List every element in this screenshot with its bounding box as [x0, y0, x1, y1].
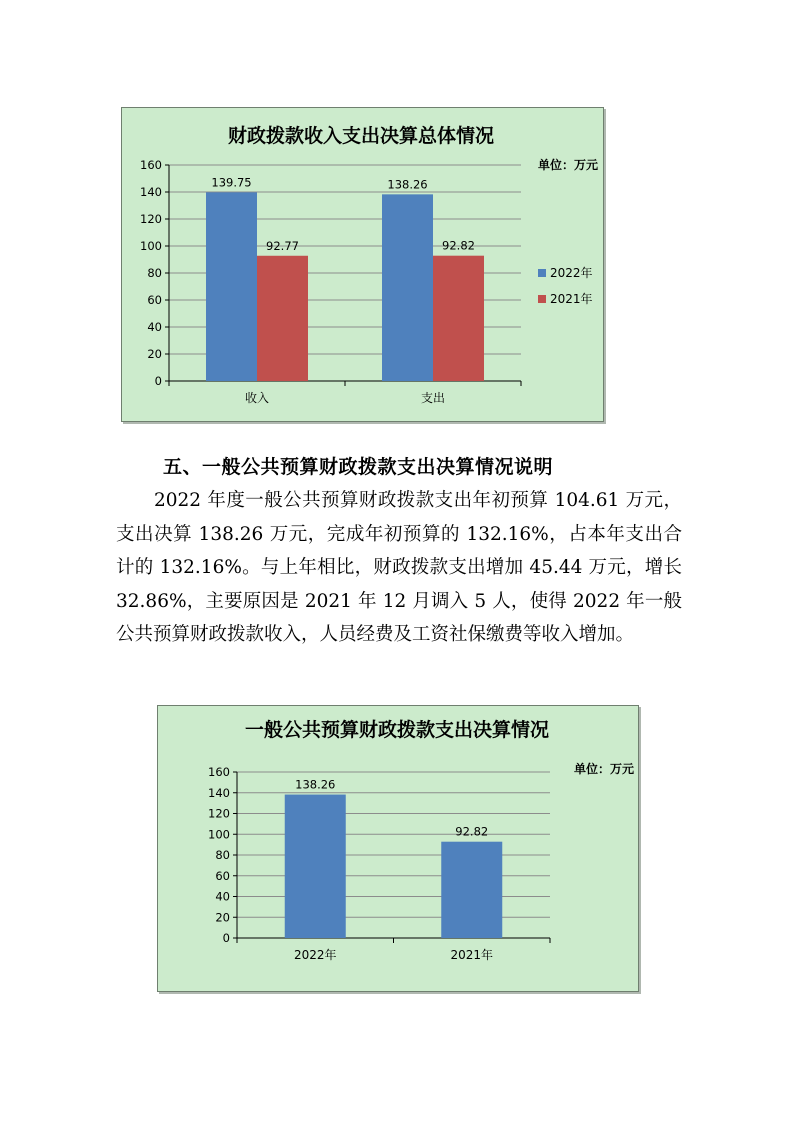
unit-label: 单位：万元 [573, 762, 634, 776]
unit-label: 单位：万元 [537, 158, 598, 172]
y-tick-label: 20 [215, 910, 230, 925]
y-tick-label: 0 [222, 931, 230, 945]
bar-1-1-0 [382, 194, 433, 381]
section-heading: 五、一般公共预算财政拨款支出决算情况说明 [163, 456, 554, 478]
bar-1-0-1 [257, 256, 308, 381]
y-tick-label: 120 [208, 806, 230, 821]
section-paragraph: 2022 年度一般公共预算财政拨款支出年初预算 104.61 万元，支出决算 138.26 万元，完成年初预算的 132.16%，占本年支出合计的 132.16%。与上年相比，财政拨款支出增加 45.44 万元，增长 32.86%，主要原因是 2021 年 12 月调入 5 人，使得 2022 年一般公共预算财政拨款收入，人员经费及工资社保缴费等收入增加。 [116, 490, 682, 645]
chart-background [158, 706, 638, 991]
chart-general-budget-expenditure [157, 705, 639, 992]
data-label: 138.26 [387, 177, 428, 192]
y-tick-label: 40 [147, 320, 162, 334]
y-tick-label: 80 [215, 848, 230, 862]
y-tick-label: 60 [215, 868, 230, 883]
y-tick-label: 100 [208, 827, 230, 842]
chart-1-svg [122, 108, 603, 421]
chart-background [122, 108, 603, 421]
legend-label: 2021年 [550, 292, 593, 306]
bar-1-1-1 [433, 256, 484, 381]
y-tick-label: 40 [215, 889, 230, 904]
legend-swatch [538, 295, 546, 303]
bar-1-0-0 [206, 192, 257, 381]
y-tick-label: 60 [147, 293, 162, 307]
y-tick-label: 160 [140, 158, 162, 172]
chart-title: 一般公共预算财政拨款支出决算情况 [244, 719, 550, 741]
legend-swatch [538, 269, 546, 277]
data-label: 139.75 [211, 175, 252, 190]
legend-label: 2022年 [550, 266, 593, 280]
bar-2-1-0 [441, 842, 502, 938]
data-label: 92.82 [442, 238, 475, 253]
x-tick-label: 2022年 [293, 948, 337, 962]
y-tick-label: 140 [208, 785, 230, 800]
x-tick-label: 收入 [244, 391, 270, 405]
y-tick-label: 160 [208, 765, 230, 779]
data-label: 138.26 [295, 777, 336, 792]
chart-title: 财政拨款收入支出决算总体情况 [227, 125, 495, 147]
chart-revenue-expenditure-overall [121, 107, 604, 422]
chart-2-svg [158, 706, 638, 991]
y-tick-label: 120 [140, 212, 162, 226]
data-label: 92.77 [266, 238, 299, 253]
y-tick-label: 80 [147, 266, 162, 280]
y-tick-label: 140 [140, 185, 162, 199]
y-tick-label: 20 [147, 347, 162, 361]
bar-2-0-0 [285, 795, 346, 938]
y-tick-label: 0 [154, 374, 162, 388]
x-tick-label: 2021年 [450, 948, 494, 962]
y-tick-label: 100 [140, 239, 162, 253]
x-tick-label: 支出 [420, 391, 446, 405]
data-label: 92.82 [455, 824, 489, 839]
